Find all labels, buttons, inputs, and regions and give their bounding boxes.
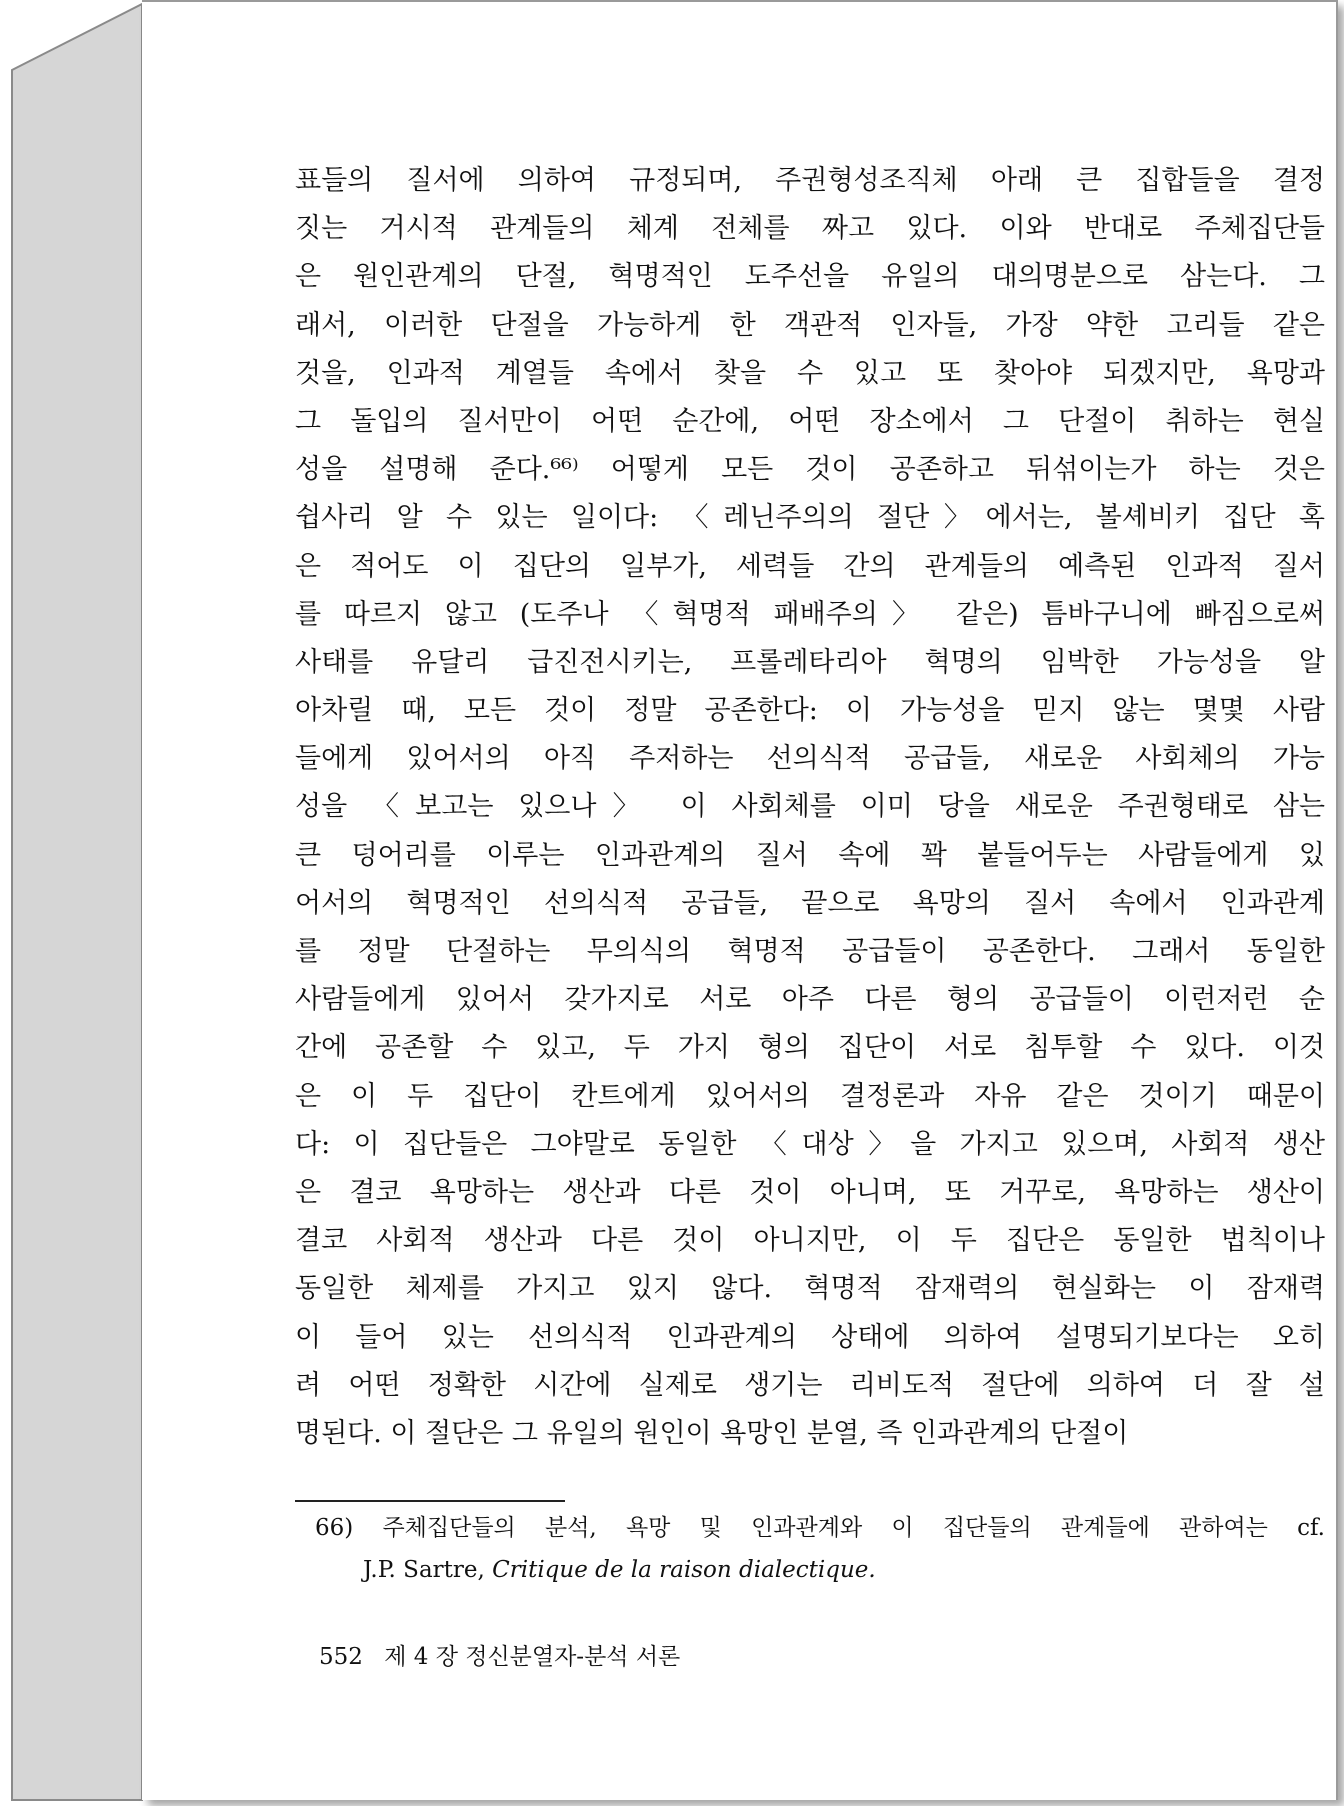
footnote-citation xyxy=(295,1549,1325,1591)
body-line: 큰 덩어리를 이루는 인과관계의 질서 속에 꽉 붙들어두는 사람들에게 있 xyxy=(295,839,1325,871)
body-line: 들에게 있어서의 아직 주저하는 선의식적 공급들, 새로운 사회체의 가능 xyxy=(295,743,1325,775)
body-text xyxy=(295,157,1325,1458)
body-line: 쉽사리 알 수 있는 일이다: 〈레닌주의의 절단〉에서는, 볼셰비키 집단 혹 xyxy=(295,502,1325,534)
body-line: 은 원인관계의 단절, 혁명적인 도주선을 유일의 대의명분으로 삼는다. 그 xyxy=(295,261,1325,293)
body-line: 은 결코 욕망하는 생산과 다른 것이 아니며, 또 거꾸로, 욕망하는 생산이 xyxy=(295,1176,1325,1208)
body-line: 동일한 체제를 가지고 있지 않다. 혁명적 잠재력의 현실화는 이 잠재력 xyxy=(295,1273,1325,1305)
body-line: 이 들어 있는 선의식적 인과관계의 상태에 의하여 설명되기보다는 오히 xyxy=(295,1321,1325,1353)
body-line: 그 돌입의 질서만이 어떤 순간에, 어떤 장소에서 그 단절이 취하는 현실 xyxy=(295,405,1325,437)
body-line: 은 이 두 집단이 칸트에게 있어서의 결정론과 자유 같은 것이기 때문이 xyxy=(295,1080,1325,1112)
book-page xyxy=(142,0,1338,1800)
body-line: 려 어떤 정확한 시간에 실제로 생기는 리비도적 절단에 의하여 더 잘 설 xyxy=(295,1369,1325,1401)
body-line: 를 정말 단절하는 무의식의 혁명적 공급들이 공존한다. 그래서 동일한 xyxy=(295,936,1325,967)
body-line: 표들의 질서에 의하여 규정되며, 주권형성조직체 아래 큰 집합들을 결정 xyxy=(295,165,1325,196)
body-line: 사태를 유달리 급진전시키는, 프롤레타리아 혁명의 임박한 가능성을 알 xyxy=(295,646,1325,678)
footnote xyxy=(295,1507,1325,1591)
page-number: 552 xyxy=(319,1644,363,1670)
body-line: 를 따르지 않고 (도주나 〈혁명적 패배주의〉 같은) 틈바구니에 빠짐으로써 xyxy=(295,598,1325,630)
body-line: 간에 공존할 수 있고, 두 가지 형의 집단이 서로 침투할 수 있다. 이것 xyxy=(295,1032,1325,1064)
body-line: 것을, 인과적 계열들 속에서 찾을 수 있고 또 찾아야 되겠지만, 욕망과 xyxy=(295,357,1325,389)
body-line: 어서의 혁명적인 선의식적 공급들, 끝으로 욕망의 질서 속에서 인과관계 xyxy=(295,887,1325,919)
body-line: 다: 이 집단들은 그야말로 동일한 〈대상〉을 가지고 있으며, 사회적 생산 xyxy=(295,1128,1325,1160)
chapter-title: 제 4 장 정신분열자-분석 서론 xyxy=(384,1644,681,1670)
footnote-author: J.P. Sartre, xyxy=(363,1557,493,1583)
body-line: 은 적어도 이 집단의 일부가, 세력들 간의 관계들의 예측된 인과적 질서 xyxy=(295,550,1325,582)
footnote-line: 66) 주체집단들의 분석, 욕망 및 인과관계와 이 집단들의 관계들에 관하여는 cf. xyxy=(315,1515,1325,1541)
body-line: 짓는 거시적 관계들의 체계 전체를 짜고 있다. 이와 반대로 주체집단들 xyxy=(295,213,1325,245)
footnote-title: Critique de la raison dialectique. xyxy=(492,1557,876,1583)
body-line: 아차릴 때, 모든 것이 정말 공존한다: 이 가능성을 믿지 않는 몇몇 사람 xyxy=(295,695,1325,727)
body-line: 결코 사회적 생산과 다른 것이 아니지만, 이 두 집단은 동일한 법칙이나 xyxy=(295,1225,1325,1257)
body-line: 래서, 이러한 단절을 가능하게 한 객관적 인자들, 가장 약한 고리들 같은 xyxy=(295,309,1325,341)
body-line: 명된다. 이 절단은 그 유일의 원인이 욕망인 분열, 즉 인과관계의 단절이 xyxy=(295,1417,1129,1449)
book-spine xyxy=(0,0,150,1806)
body-line: 성을 설명해 준다.⁶⁶⁾ 어떻게 모든 것이 공존하고 뒤섞이는가 하는 것은 xyxy=(295,454,1325,486)
body-line: 사람들에게 있어서 갖가지로 서로 아주 다른 형의 공급들이 이런저런 순 xyxy=(295,984,1325,1016)
body-line: 성을 〈보고는 있으나〉 이 사회체를 이미 당을 새로운 주권형태로 삼는 xyxy=(295,791,1325,823)
footnote-divider xyxy=(295,1500,565,1502)
page-footer xyxy=(319,1638,680,1671)
